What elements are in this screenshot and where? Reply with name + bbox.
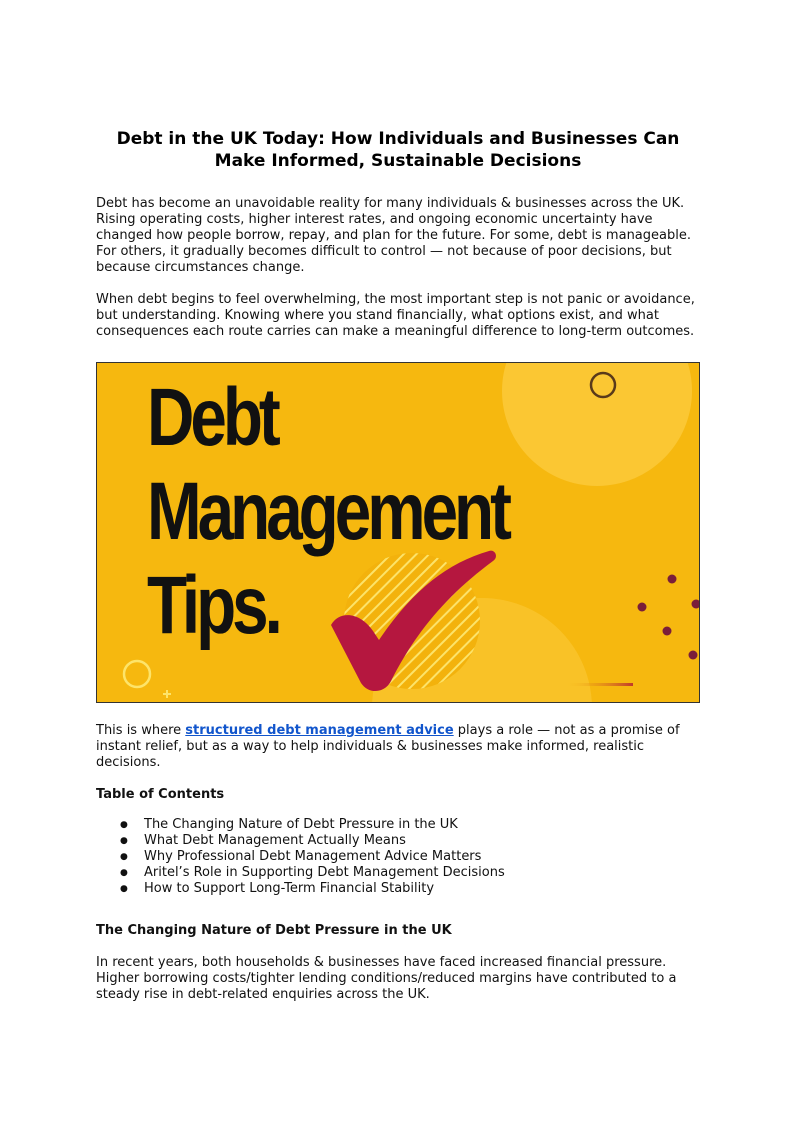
intro-paragraph-1: Debt has become an unavoidable reality for many individuals & businesses across the UK. Rising operating costs, higher interest rates, and ongoing economic uncertainty have changed how people borrow, repay, and plan for the future. For some, debt is manageable. For others, it gradually becomes difficult to control — not because of poor decisions, but because circumstances change. xyxy=(96,196,691,275)
section-heading: The Changing Nature of Debt Pressure in the UK xyxy=(96,923,452,938)
page-title: Debt in the UK Today: How Individuals and Businesses Can Make Informed, Sustainable Decisions xyxy=(116,129,680,171)
toc-item: ● Aritel’s Role in Supporting Debt Management Decisions xyxy=(144,865,700,881)
hero-heading xyxy=(147,371,508,653)
table-of-contents xyxy=(96,817,700,897)
debt-advice-link[interactable]: structured debt management advice xyxy=(185,723,454,738)
article xyxy=(96,128,700,1003)
advice-paragraph xyxy=(96,723,700,771)
advice-text-after: plays a role — not as a promise of instant relief, but as a way to help individuals & businesses make informed, realistic decisions. xyxy=(96,723,680,770)
toc-item: ● How to Support Long-Term Financial Stability xyxy=(144,881,700,897)
hero-line-1: Debt xyxy=(147,372,277,463)
hero-line-3: Tips. xyxy=(147,560,279,651)
hero-line-2: Management xyxy=(147,466,508,557)
toc-item: ● What Debt Management Actually Means xyxy=(144,833,700,849)
toc-item: ● Why Professional Debt Management Advice Matters xyxy=(144,849,700,865)
intro-paragraph-2: When debt begins to feel overwhelming, the most important step is not panic or avoidance, but understanding. Knowing where you stand financially, what options exist, and what consequences each route carries can make a meaningful difference to long-term outcomes. xyxy=(96,292,695,339)
section-paragraph: In recent years, both households & businesses have faced increased financial pressure. Higher borrowing costs/tighter lending conditions/reduced margins have contributed to a steady rise in debt-related enquiries across the UK. xyxy=(96,955,677,1002)
advice-text-before: This is where xyxy=(96,723,186,738)
hero-banner-image xyxy=(96,362,700,703)
toc-item: ● The Changing Nature of Debt Pressure in the UK xyxy=(144,817,700,833)
toc-title: Table of Contents xyxy=(96,787,225,802)
